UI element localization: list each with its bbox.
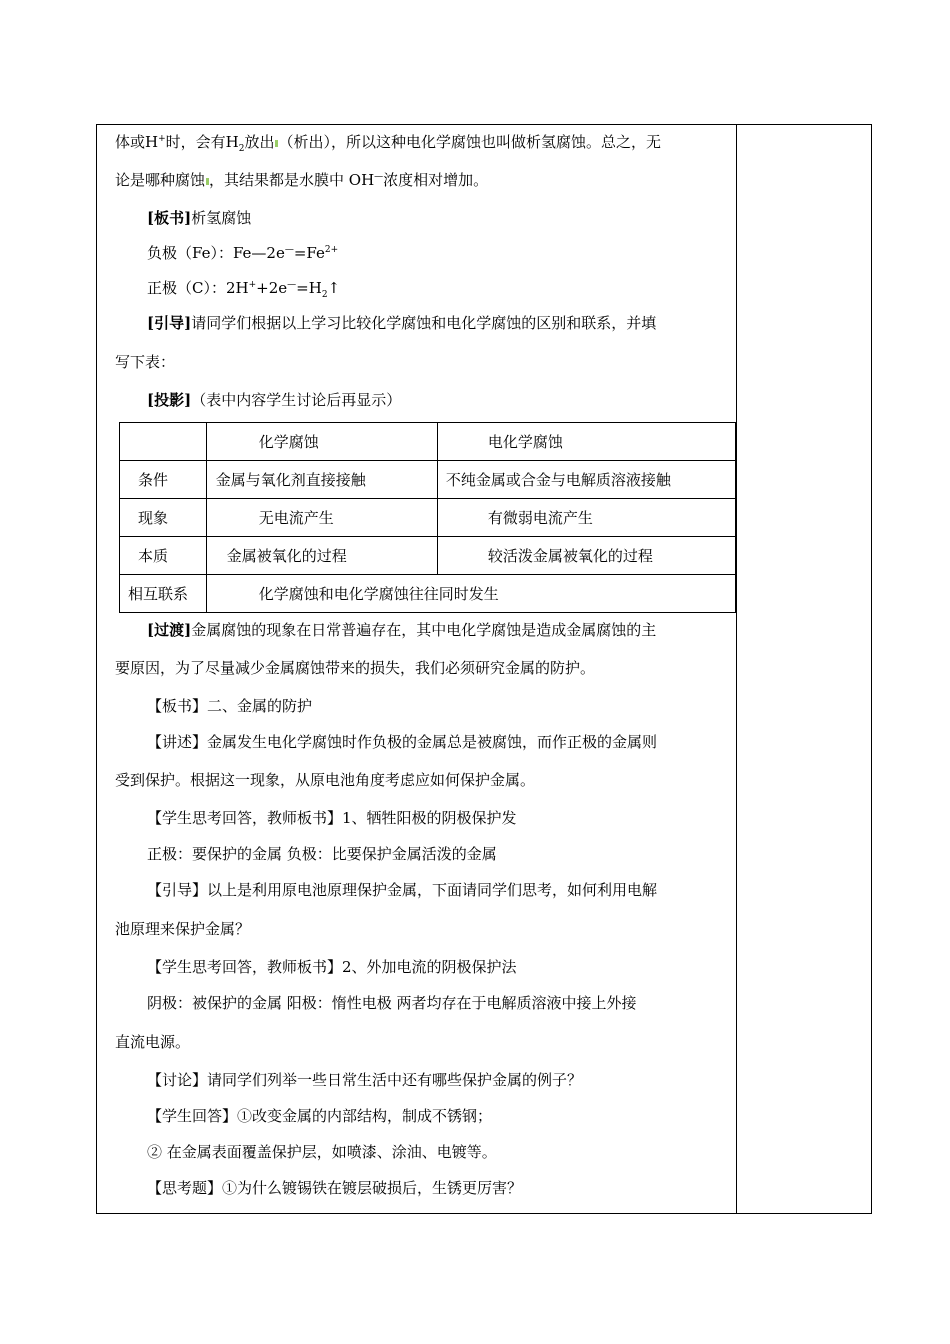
guide-2-cont: 池原理来保护金属？ (115, 920, 251, 938)
table-cell: 无电流产生 (206, 499, 437, 537)
electrode-note-2-cont: 直流电源。 (115, 1033, 191, 1051)
table-row-label: 条件 (120, 461, 207, 499)
electrode-note-2: 阴极：被保护的金属 阳极：惰性电极 两者均存在于电解质溶液中接上外接 (147, 994, 637, 1012)
electrode-note-1: 正极：要保护的金属 负极：比要保护金属活泼的金属 (147, 845, 497, 863)
line-2: 论是哪种腐蚀 ，其结果都是水膜中 OH—浓度相对增加。 (115, 171, 489, 189)
student-answer-3-item-2: ② 在金属表面覆盖保护层，如喷漆、涂油、电镀等。 (147, 1143, 497, 1161)
table-cell: 金属与氧化剂直接接触 (206, 461, 437, 499)
table-row (120, 537, 736, 575)
discussion: 【讨论】请同学们列举一些日常生活中还有哪些保护金属的例子？ (147, 1071, 583, 1089)
table-cell: 不纯金属或合金与电解质溶液接触 (437, 461, 735, 499)
student-answer-1: 【学生思考回答，教师板书】1、牺牲阳极的阴极保护发 (147, 809, 517, 827)
anode-equation: 负极（Fe）：$Fe—2e^—=Fe^{2+}$ (147, 244, 339, 262)
table-header-chemical: 化学腐蚀 (206, 423, 437, 461)
table-row (120, 575, 736, 613)
table-cell: 较活泼金属被氧化的过程 (437, 537, 735, 575)
table-row-label: 本质 (120, 537, 207, 575)
table-header-electrochemical: 电化学腐蚀 (437, 423, 735, 461)
table-header-row (120, 423, 736, 461)
projection-note: [投影]（表中内容学生讨论后再显示） (147, 391, 402, 409)
column-divider (736, 124, 737, 1214)
transition: [过渡]金属腐蚀的现象在日常普遍存在，其中电化学腐蚀是造成金属腐蚀的主 (147, 621, 657, 639)
lecture-cont: 受到保护。根据这一现象，从原电池角度考虑应如何保护金属。 (115, 771, 536, 789)
guide-2: 【引导】以上是利用原电池原理保护金属，下面请同学们思考，如何利用电解 (147, 881, 658, 899)
table-cell: 金属被氧化的过程 (206, 537, 437, 575)
student-answer-3: 【学生回答】①改变金属的内部结构，制成不锈钢； (147, 1107, 493, 1125)
comparison-table (119, 422, 736, 613)
guide-1-cont: 写下表： (115, 353, 176, 371)
thinking-question: 【思考题】①为什么镀锡铁在镀层破损后，生锈更厉害？ (147, 1179, 523, 1197)
table-cell: 有微弱电流产生 (437, 499, 735, 537)
table-row-label: 相互联系 (120, 575, 207, 613)
transition-cont: 要原因，为了尽量减少金属腐蚀带来的损失，我们必须研究金属的防护。 (115, 659, 596, 677)
table-cell (120, 423, 207, 461)
cathode-equation: 正极（C）：$2H^++2e^—=H_2↑$ (147, 279, 341, 300)
table-row (120, 499, 736, 537)
table-row (120, 461, 736, 499)
board-note-2: 【板书】二、金属的防护 (147, 697, 313, 715)
table-cell: 化学腐蚀和电化学腐蚀往往同时发生 (206, 575, 735, 613)
student-answer-2: 【学生思考回答，教师板书】2、外加电流的阴极保护法 (147, 958, 517, 976)
lecture: 【讲述】金属发生电化学腐蚀时作负极的金属总是被腐蚀，而作正极的金属则 (147, 733, 658, 751)
board-note-1: [板书]析氢腐蚀 (147, 209, 252, 227)
table-row-label: 现象 (120, 499, 207, 537)
guide-1: [引导]请同学们根据以上学习比较化学腐蚀和电化学腐蚀的区别和联系，并填 (147, 314, 657, 332)
line-1: 体或H+时，会有$H_2$放出 （析出），所以这种电化学腐蚀也叫做析氢腐蚀。总之，无 (115, 133, 661, 154)
